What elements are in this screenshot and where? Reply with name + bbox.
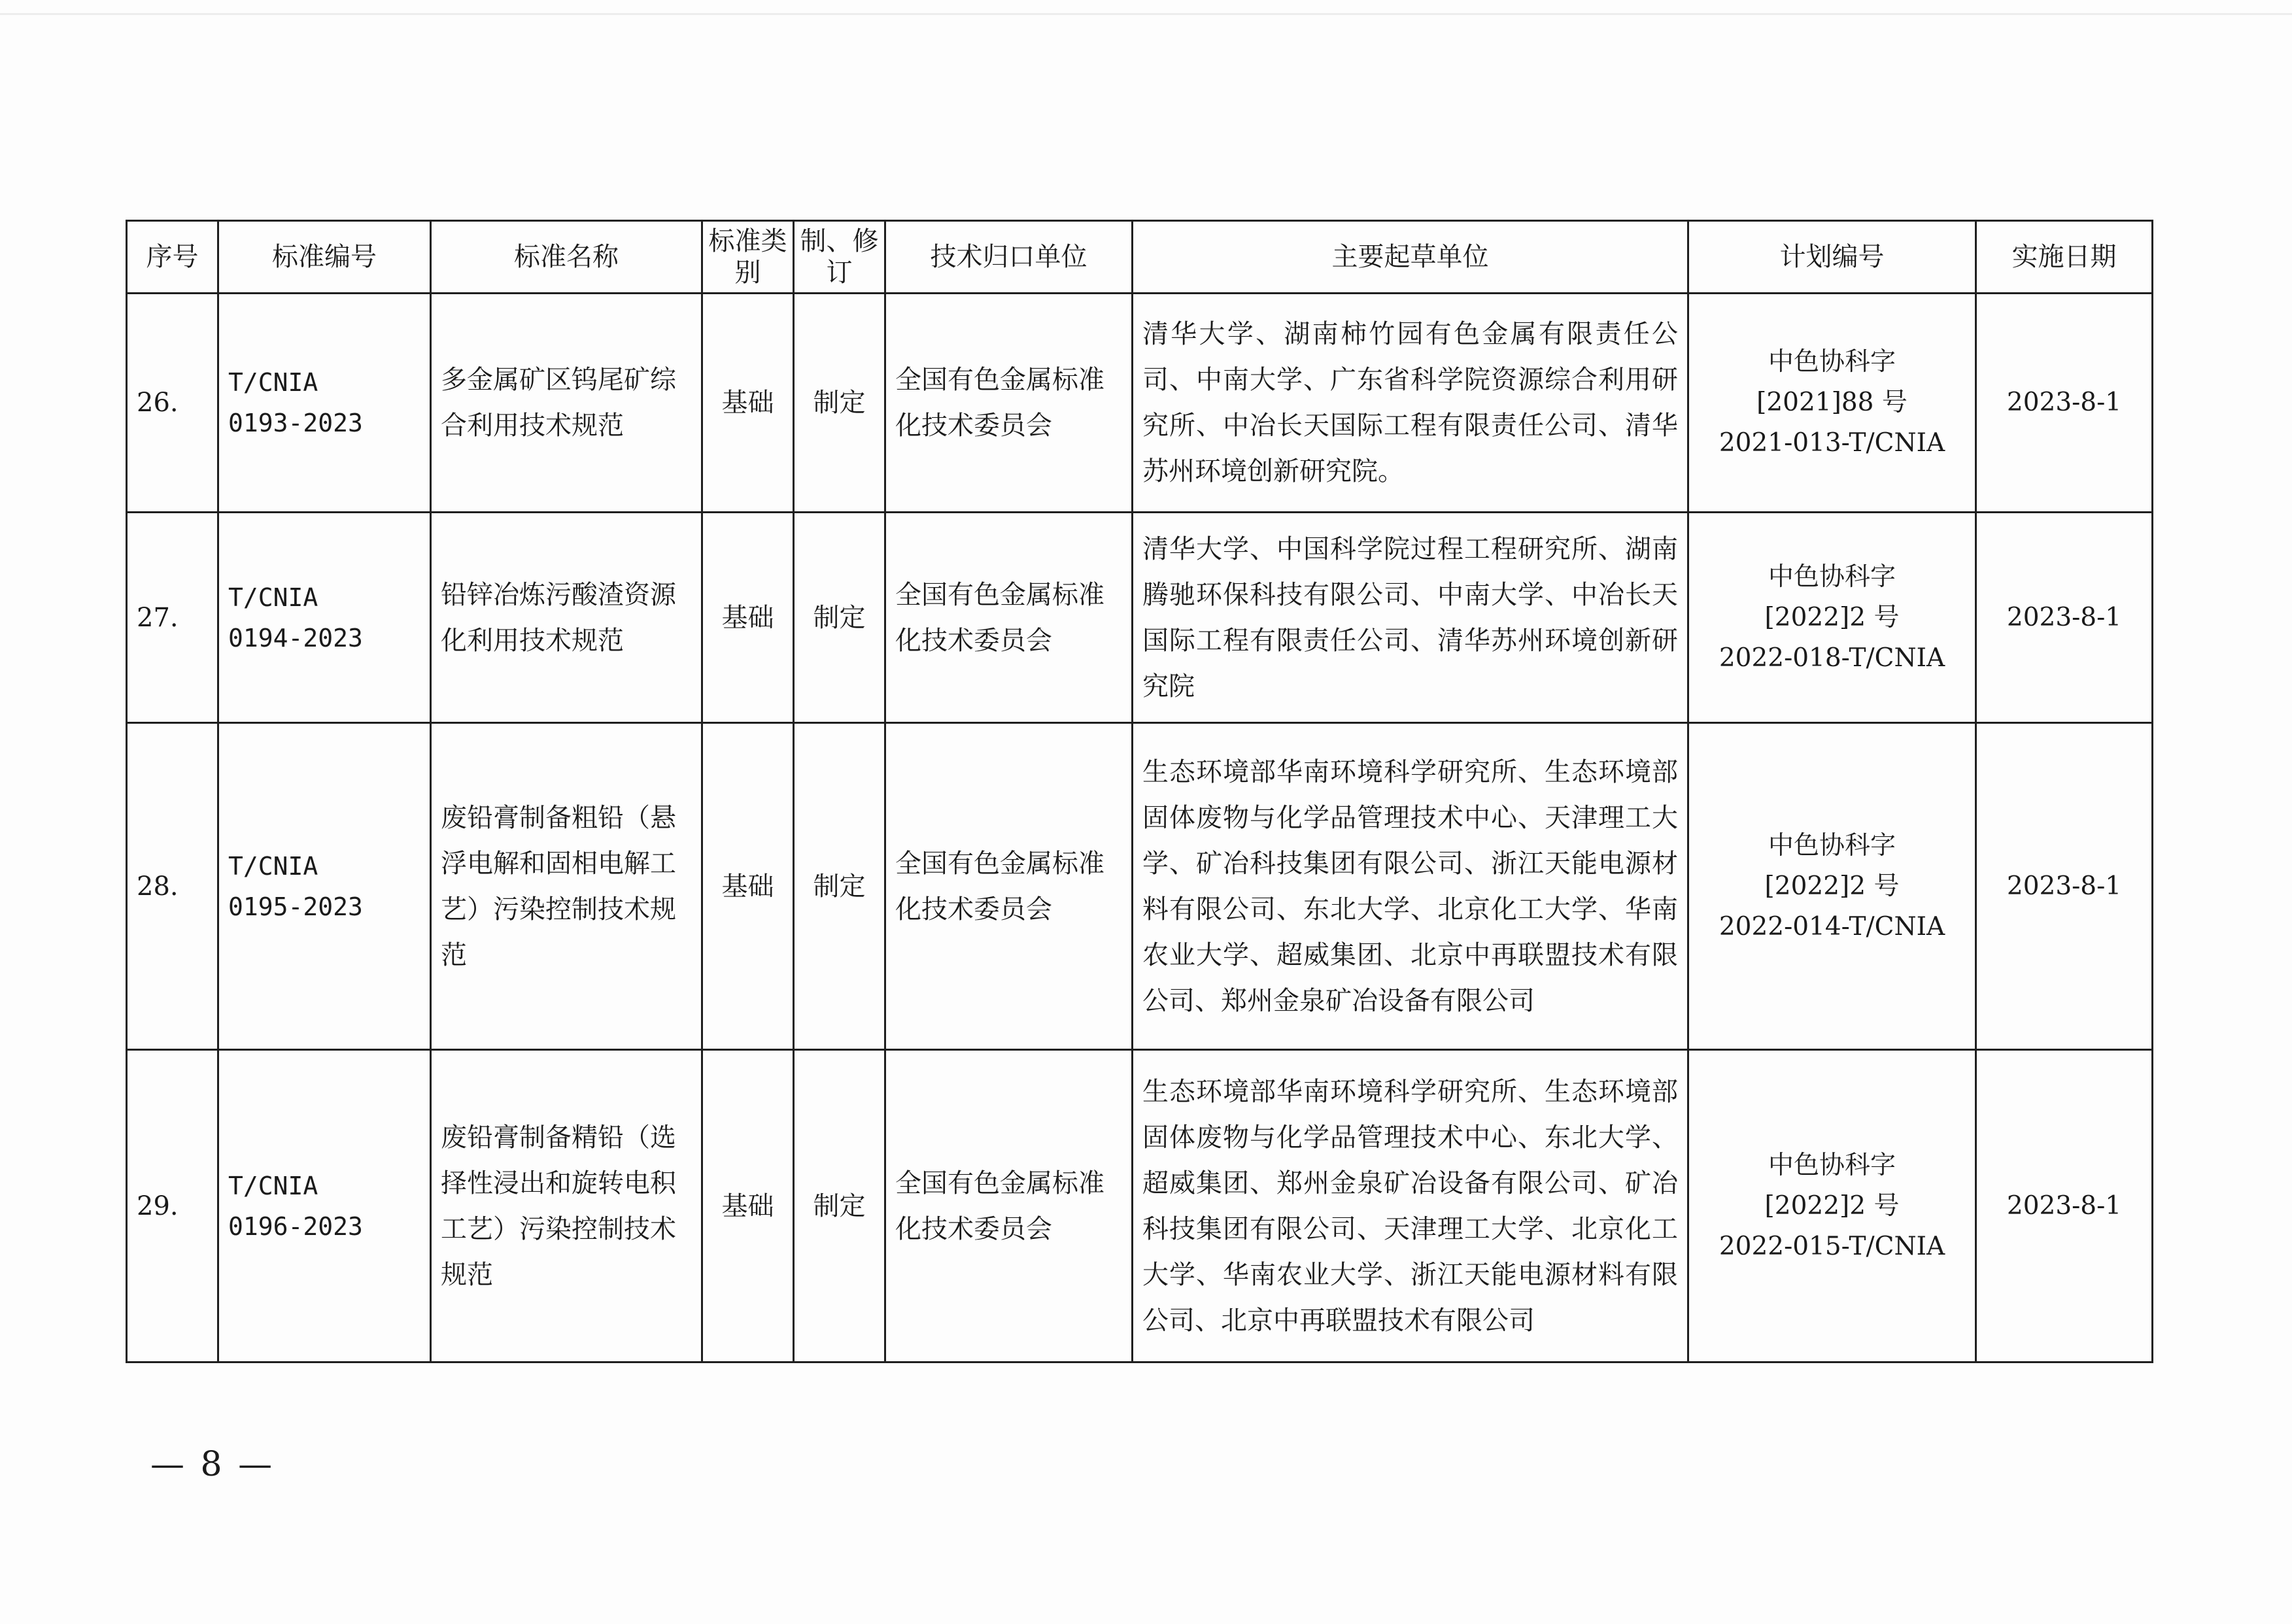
plan-document: [2022]2 号 [1764,1191,1900,1221]
header-index: 序号 [127,221,218,294]
plan-document: [2021]88 号 [1756,388,1907,417]
standard-code-number: 0194-2023 [228,623,363,652]
standard-code-number: 0193-2023 [228,409,363,437]
standard-code-number: 0196-2023 [228,1211,363,1241]
standard-name: 多金属矿区钨尾矿综合利用技术规范 [431,294,702,513]
standard-category: 基础 [702,1050,794,1362]
plan-issuer: 中色协科字 [1768,347,1896,377]
implementation-date: 2023-8-1 [1976,294,2153,513]
implementation-date: 2023-8-1 [1976,513,2153,723]
standard-category: 基础 [702,513,794,723]
scan-edge-line [0,13,2292,15]
technical-committee: 全国有色金属标准化技术委员会 [885,1050,1133,1362]
standard-category: 基础 [702,723,794,1050]
plan-code: 2022-018-T/CNIA [1719,643,1945,673]
header-revision-type: 制、修订 [794,221,885,294]
row-index: 27. [127,513,218,723]
standard-code [218,1050,431,1362]
standard-name: 废铅膏制备精铅（选择性浸出和旋转电积工艺）污染控制技术规范 [431,1050,702,1362]
plan-code: 2022-014-T/CNIA [1719,911,1945,941]
row-index: 28. [127,723,218,1050]
table-row [127,1050,2153,1362]
revision-type: 制定 [794,513,885,723]
drafting-units: 生态环境部华南环境科学研究所、生态环境部固体废物与化学品管理技术中心、东北大学、超威集团、郑州金泉矿冶设备有限公司、矿冶科技集团有限公司、天津理工大学、北京化工大学、华南农业大学、浙江天能电源材料有限公司、北京中再联盟技术有限公司 [1133,1050,1688,1362]
table-row [127,294,2153,513]
header-plan-number: 计划编号 [1688,221,1976,294]
implementation-date: 2023-8-1 [1976,1050,2153,1362]
header-implementation-date: 实施日期 [1976,221,2153,294]
row-index: 29. [127,1050,218,1362]
plan-number [1688,1050,1976,1362]
header-drafting-units: 主要起草单位 [1133,221,1688,294]
revision-type: 制定 [794,1050,885,1362]
standard-code-prefix: T/CNIA [228,1171,318,1200]
header-standard-name: 标准名称 [431,221,702,294]
header-standard-category: 标准类别 [702,221,794,294]
plan-number [1688,294,1976,513]
drafting-units: 生态环境部华南环境科学研究所、生态环境部固体废物与化学品管理技术中心、天津理工大学、矿冶科技集团有限公司、浙江天能电源材料有限公司、东北大学、北京化工大学、华南农业大学、超威集团、北京中再联盟技术有限公司、郑州金泉矿冶设备有限公司 [1133,723,1688,1050]
technical-committee: 全国有色金属标准化技术委员会 [885,294,1133,513]
plan-issuer: 中色协科字 [1768,1150,1896,1180]
implementation-date: 2023-8-1 [1976,723,2153,1050]
drafting-units: 清华大学、湖南柿竹园有色金属有限责任公司、中南大学、广东省科学院资源综合利用研究所、中冶长天国际工程有限责任公司、清华苏州环境创新研究院。 [1133,294,1688,513]
plan-document: [2022]2 号 [1764,602,1900,632]
plan-number [1688,723,1976,1050]
table-row [127,723,2153,1050]
standard-code [218,513,431,723]
revision-type: 制定 [794,723,885,1050]
standard-code-number: 0195-2023 [228,892,363,921]
standard-code [218,294,431,513]
standard-name: 铅锌冶炼污酸渣资源化利用技术规范 [431,513,702,723]
revision-type: 制定 [794,294,885,513]
header-standard-code: 标准编号 [218,221,431,294]
technical-committee: 全国有色金属标准化技术委员会 [885,513,1133,723]
technical-committee: 全国有色金属标准化技术委员会 [885,723,1133,1050]
plan-number [1688,513,1976,723]
plan-issuer: 中色协科字 [1768,830,1896,860]
standards-table [126,220,2153,1363]
standard-code-prefix: T/CNIA [228,368,318,397]
header-technical-committee: 技术归口单位 [885,221,1133,294]
standard-name: 废铅膏制备粗铅（悬浮电解和固相电解工艺）污染控制技术规范 [431,723,702,1050]
drafting-units: 清华大学、中国科学院过程工程研究所、湖南腾驰环保科技有限公司、中南大学、中冶长天国际工程有限责任公司、清华苏州环境创新研究院 [1133,513,1688,723]
plan-code: 2022-015-T/CNIA [1719,1231,1945,1261]
plan-code: 2021-013-T/CNIA [1719,428,1945,458]
table-header-row [127,221,2153,294]
table-row [127,513,2153,723]
plan-document: [2022]2 号 [1764,871,1900,901]
standard-code [218,723,431,1050]
standard-category: 基础 [702,294,794,513]
standard-code-prefix: T/CNIA [228,851,318,881]
page-number: — 8 — [150,1445,275,1484]
plan-issuer: 中色协科字 [1768,562,1896,592]
row-index: 26. [127,294,218,513]
standard-code-prefix: T/CNIA [228,583,318,612]
